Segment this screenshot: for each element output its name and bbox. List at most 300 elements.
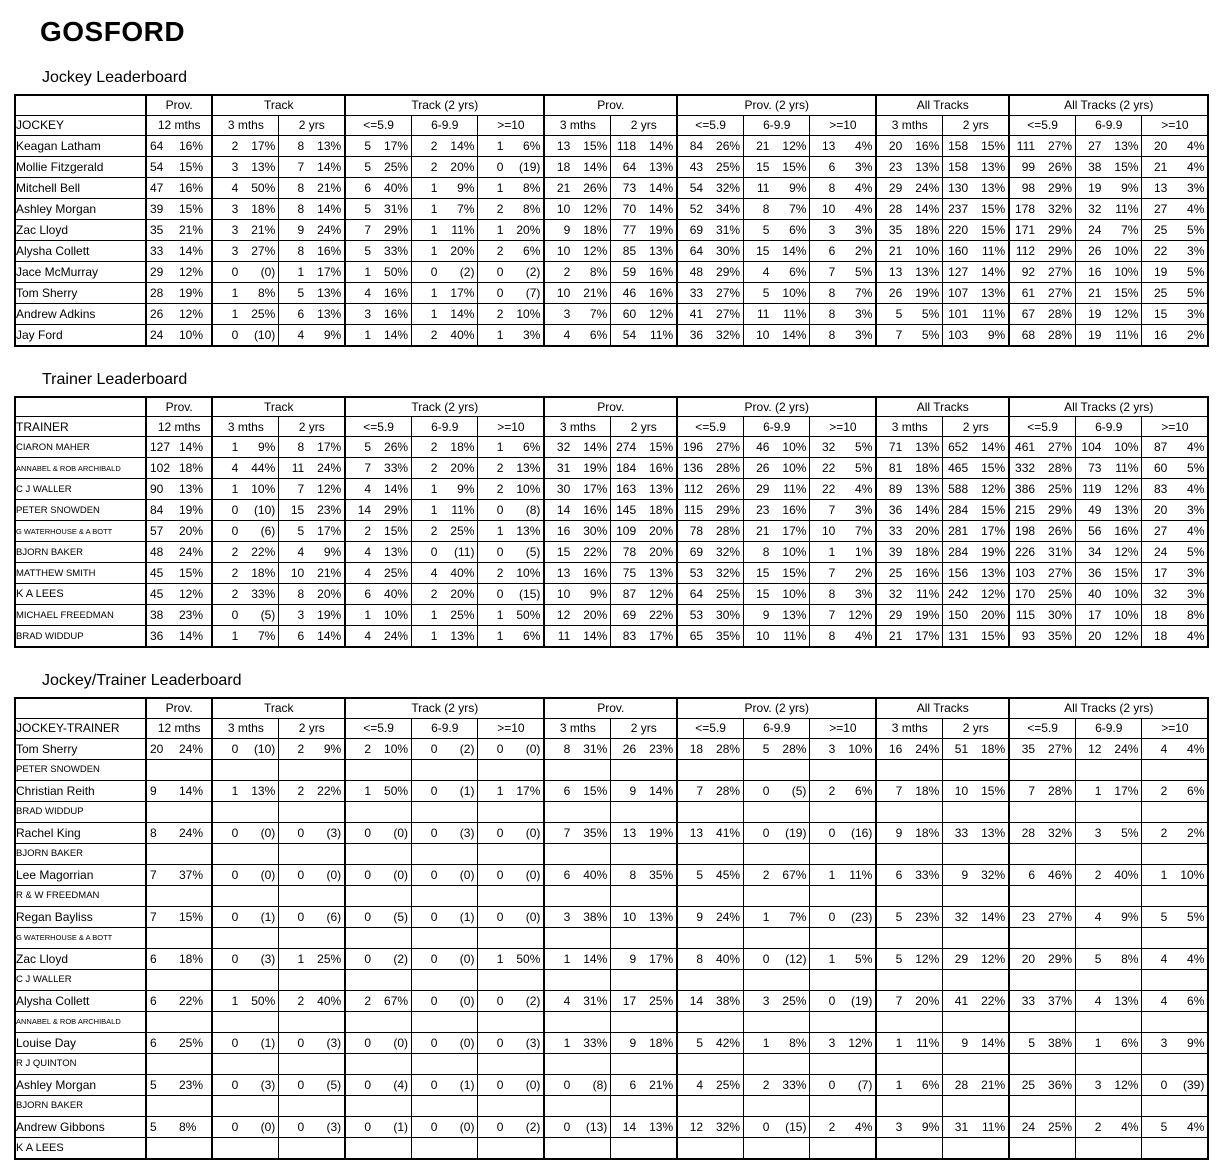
stat-cell: 64 16% xyxy=(146,135,212,156)
stat-cell: 5 8% xyxy=(146,1116,212,1137)
stat-cell: 53 30% xyxy=(677,605,743,626)
stat-cell: 1 50% xyxy=(212,990,278,1011)
stat-cell xyxy=(1076,843,1142,864)
sub-header-row xyxy=(15,718,1208,738)
column-header: 6-9.9 xyxy=(744,417,810,437)
stat-cell: 43 25% xyxy=(677,156,743,177)
stat-cell: 2 4% xyxy=(810,1116,876,1137)
stat-cell: 15 15% xyxy=(744,156,810,177)
stat-cell: 9 17% xyxy=(611,948,677,969)
stat-cell: 20 24% xyxy=(146,738,212,759)
column-header: 6-9.9 xyxy=(412,115,478,135)
stat-cell xyxy=(1009,1095,1075,1116)
table-row xyxy=(15,156,1208,177)
column-group-header: Track xyxy=(212,397,345,417)
stat-cell: 5 33% xyxy=(345,240,411,261)
table-row xyxy=(15,605,1208,626)
stat-cell xyxy=(146,885,212,906)
stat-cell: 0 (3) xyxy=(212,1074,278,1095)
stat-cell: 0 (0) xyxy=(212,822,278,843)
table-row xyxy=(15,240,1208,261)
stat-cell: 0 (13) xyxy=(544,1116,610,1137)
stat-cell: 102 18% xyxy=(146,458,212,479)
stat-cell xyxy=(478,1053,544,1074)
stat-cell xyxy=(744,1011,810,1032)
stat-cell: 0 (0) xyxy=(212,1116,278,1137)
stat-cell xyxy=(345,1053,411,1074)
stat-cell: 83 4% xyxy=(1142,479,1208,500)
stat-cell: 24 7% xyxy=(1076,219,1142,240)
stat-cell: 84 26% xyxy=(677,135,743,156)
stat-cell xyxy=(810,969,876,990)
trainer-name-cell: R & W FREEDMAN xyxy=(15,885,146,906)
name-cell: Alysha Collett xyxy=(15,990,146,1011)
stat-cell: 56 16% xyxy=(1076,521,1142,542)
stat-cell: 0 (8) xyxy=(478,500,544,521)
stat-cell: 1 14% xyxy=(345,324,411,346)
stat-cell: 15 14% xyxy=(744,240,810,261)
section-title-jockey: Jockey Leaderboard xyxy=(42,69,187,86)
stat-cell: 17 3% xyxy=(1142,563,1208,584)
name-cell: Lee Magorrian xyxy=(15,864,146,885)
stat-cell: 2 33% xyxy=(744,1074,810,1095)
stat-cell: 19 9% xyxy=(1076,177,1142,198)
table-row xyxy=(15,437,1208,458)
stat-cell xyxy=(1142,1011,1208,1032)
stat-cell: 24 25% xyxy=(1009,1116,1075,1137)
stat-cell xyxy=(677,1011,743,1032)
column-header: 3 mths xyxy=(876,417,942,437)
stat-cell: 7 2% xyxy=(810,563,876,584)
name-cell: Tom Sherry xyxy=(15,738,146,759)
stat-cell xyxy=(677,1137,743,1159)
stat-cell: 77 19% xyxy=(611,219,677,240)
stat-cell: 1 6% xyxy=(1076,1032,1142,1053)
stat-cell xyxy=(1076,759,1142,780)
stat-cell: 32 5% xyxy=(810,437,876,458)
stat-cell: 27 4% xyxy=(1142,521,1208,542)
name-cell: Andrew Adkins xyxy=(15,303,146,324)
stat-cell: 59 16% xyxy=(611,261,677,282)
stat-cell: 1 9% xyxy=(412,479,478,500)
column-header: >=10 xyxy=(810,115,876,135)
stat-cell xyxy=(146,969,212,990)
stat-cell: 3 27% xyxy=(212,240,278,261)
stat-cell xyxy=(345,1137,411,1159)
column-header: 2 yrs xyxy=(611,115,677,135)
column-group-header: All Tracks (2 yrs) xyxy=(1009,698,1208,718)
column-header: 2 yrs xyxy=(611,718,677,738)
name-cell: Rachel King xyxy=(15,822,146,843)
stat-cell: 145 18% xyxy=(611,500,677,521)
stat-cell: 1 1% xyxy=(810,542,876,563)
stat-cell xyxy=(744,759,810,780)
stat-cell: 21 12% xyxy=(744,135,810,156)
stat-cell: 2 67% xyxy=(345,990,411,1011)
stat-cell: 7 20% xyxy=(876,990,942,1011)
column-header: 3 mths xyxy=(544,115,610,135)
stat-cell: 51 18% xyxy=(943,738,1009,759)
stat-cell: 4 9% xyxy=(279,324,345,346)
stat-cell: 13 15% xyxy=(544,135,610,156)
stat-cell: 33 37% xyxy=(1009,990,1075,1011)
stat-cell xyxy=(478,1137,544,1159)
stat-cell: 6 15% xyxy=(544,780,610,801)
stat-cell xyxy=(279,1011,345,1032)
stat-cell: 4 14% xyxy=(345,479,411,500)
table-row xyxy=(15,626,1208,648)
stat-cell: 38 15% xyxy=(1076,156,1142,177)
stat-cell: 8 17% xyxy=(279,437,345,458)
stat-cell: 281 17% xyxy=(943,521,1009,542)
stat-cell: 2 4% xyxy=(1076,1116,1142,1137)
stat-cell: 0 (2) xyxy=(412,738,478,759)
stat-cell xyxy=(1009,801,1075,822)
column-header: 3 mths xyxy=(544,417,610,437)
stat-cell: 1 6% xyxy=(876,1074,942,1095)
stat-cell: 1 50% xyxy=(345,780,411,801)
stat-cell: 1 17% xyxy=(1076,780,1142,801)
stat-cell: 198 26% xyxy=(1009,521,1075,542)
stat-cell xyxy=(412,1095,478,1116)
stat-cell: 9 24% xyxy=(279,219,345,240)
stat-cell xyxy=(345,969,411,990)
stat-cell: 0 (8) xyxy=(544,1074,610,1095)
stat-cell: 8 24% xyxy=(146,822,212,843)
stat-cell: 26 10% xyxy=(744,458,810,479)
stat-cell: 8 3% xyxy=(810,584,876,605)
stat-cell: 127 14% xyxy=(146,437,212,458)
column-header: 6-9.9 xyxy=(744,115,810,135)
name-cell: ANNABEL & ROB ARCHIBALD xyxy=(15,458,146,479)
column-header: 2 yrs xyxy=(279,115,345,135)
table-row xyxy=(15,948,1208,969)
stat-cell: 8 4% xyxy=(810,177,876,198)
stat-cell: 28 14% xyxy=(876,198,942,219)
stat-cell xyxy=(943,1011,1009,1032)
stat-cell: 1 14% xyxy=(544,948,610,969)
stat-cell xyxy=(1142,1053,1208,1074)
column-header: <=5.9 xyxy=(677,115,743,135)
stat-cell: 22 5% xyxy=(810,458,876,479)
stat-cell: 1 7% xyxy=(744,906,810,927)
name-column-header: TRAINER xyxy=(15,417,146,437)
stat-cell xyxy=(1009,927,1075,948)
stat-cell: 119 12% xyxy=(1076,479,1142,500)
stat-cell: 15 15% xyxy=(744,563,810,584)
stat-cell: 10 11% xyxy=(744,626,810,648)
stat-cell: 16 10% xyxy=(1076,261,1142,282)
stat-cell: 5 13% xyxy=(279,282,345,303)
column-header: <=5.9 xyxy=(1009,417,1075,437)
stat-cell: 19 11% xyxy=(1076,324,1142,346)
stat-cell: 5 23% xyxy=(876,906,942,927)
stat-cell: 0 (6) xyxy=(279,906,345,927)
stat-cell: 2 18% xyxy=(412,437,478,458)
stat-cell: 7 5% xyxy=(810,261,876,282)
stat-cell: 14 38% xyxy=(677,990,743,1011)
section-title-trainer: Trainer Leaderboard xyxy=(42,370,188,388)
stat-cell xyxy=(1142,969,1208,990)
sub-header-row xyxy=(15,417,1208,437)
stat-cell: 2 10% xyxy=(345,738,411,759)
stat-cell: 3 12% xyxy=(1076,1074,1142,1095)
stat-cell xyxy=(744,1137,810,1159)
stat-cell xyxy=(876,1095,942,1116)
stat-cell: 13 41% xyxy=(677,822,743,843)
name-cell: Tom Sherry xyxy=(15,282,146,303)
trainer-sub-row xyxy=(15,1053,1208,1074)
stat-cell xyxy=(611,1011,677,1032)
stat-cell: 32 11% xyxy=(876,584,942,605)
stat-cell: 35 21% xyxy=(146,219,212,240)
stat-cell xyxy=(677,1053,743,1074)
column-header: >=10 xyxy=(810,718,876,738)
stat-cell: 2 9% xyxy=(279,738,345,759)
stat-cell: 274 15% xyxy=(611,437,677,458)
stat-cell: 69 22% xyxy=(611,605,677,626)
stat-cell: 65 35% xyxy=(677,626,743,648)
stat-cell: 0 (6) xyxy=(212,521,278,542)
stat-cell: 24 5% xyxy=(1142,542,1208,563)
column-header: 6-9.9 xyxy=(1076,417,1142,437)
stat-cell xyxy=(478,843,544,864)
stat-cell: 465 15% xyxy=(943,458,1009,479)
stat-cell: 20 12% xyxy=(1076,626,1142,648)
stat-cell: 26 10% xyxy=(1076,240,1142,261)
stat-cell: 8 31% xyxy=(544,738,610,759)
stat-cell xyxy=(943,927,1009,948)
stat-cell: 57 20% xyxy=(146,521,212,542)
stat-cell xyxy=(1009,843,1075,864)
stat-cell xyxy=(1009,885,1075,906)
stat-cell xyxy=(876,885,942,906)
stat-cell xyxy=(146,927,212,948)
stat-cell: 0 (0) xyxy=(345,1032,411,1053)
column-header: 2 yrs xyxy=(943,718,1009,738)
stat-cell: 20 4% xyxy=(1142,135,1208,156)
stat-cell: 0 (0) xyxy=(212,261,278,282)
stat-cell: 5 31% xyxy=(345,198,411,219)
name-cell: Zac Lloyd xyxy=(15,948,146,969)
stat-cell: 156 13% xyxy=(943,563,1009,584)
stat-cell: 0 (10) xyxy=(212,500,278,521)
stat-cell: 4 6% xyxy=(544,324,610,346)
stat-cell xyxy=(544,969,610,990)
stat-cell: 1 11% xyxy=(412,219,478,240)
stat-cell: 12 32% xyxy=(677,1116,743,1137)
table-row xyxy=(15,864,1208,885)
stat-cell: 14 16% xyxy=(544,500,610,521)
stat-cell: 36 32% xyxy=(677,324,743,346)
column-group-header: All Tracks (2 yrs) xyxy=(1009,95,1208,115)
stat-cell: 0 (12) xyxy=(744,948,810,969)
table-row xyxy=(15,738,1208,759)
column-group-header: Prov. (2 yrs) xyxy=(677,698,876,718)
stat-cell: 4 16% xyxy=(345,282,411,303)
table-row xyxy=(15,1032,1208,1053)
stat-cell: 1 50% xyxy=(345,261,411,282)
stat-cell: 5 26% xyxy=(345,437,411,458)
column-header: <=5.9 xyxy=(677,718,743,738)
stat-cell: 10 4% xyxy=(810,198,876,219)
stat-cell: 25 36% xyxy=(1009,1074,1075,1095)
stat-cell: 13 3% xyxy=(1142,177,1208,198)
table-row xyxy=(15,500,1208,521)
stat-cell: 0 (2) xyxy=(478,1116,544,1137)
stat-cell: 84 19% xyxy=(146,500,212,521)
column-header: >=10 xyxy=(478,417,544,437)
table-row xyxy=(15,521,1208,542)
stat-cell xyxy=(412,1011,478,1032)
stat-cell: 6 22% xyxy=(146,990,212,1011)
stat-cell: 3 3% xyxy=(810,219,876,240)
stat-cell xyxy=(810,927,876,948)
table-row xyxy=(15,458,1208,479)
trainer-sub-row xyxy=(15,801,1208,822)
stat-cell xyxy=(279,759,345,780)
stat-cell: 4 40% xyxy=(412,563,478,584)
stat-cell: 0 (1) xyxy=(345,1116,411,1137)
stat-cell: 6 21% xyxy=(611,1074,677,1095)
stat-cell: 54 11% xyxy=(611,324,677,346)
stat-cell xyxy=(412,843,478,864)
stat-cell: 0 (19) xyxy=(744,822,810,843)
stat-cell xyxy=(611,759,677,780)
stat-cell: 75 13% xyxy=(611,563,677,584)
stat-cell xyxy=(611,927,677,948)
stat-cell xyxy=(744,927,810,948)
stat-cell xyxy=(478,927,544,948)
stat-cell xyxy=(810,801,876,822)
stat-cell xyxy=(212,843,278,864)
column-header: 2 yrs xyxy=(279,417,345,437)
stat-cell: 16 2% xyxy=(1142,324,1208,346)
stat-cell: 4 25% xyxy=(677,1074,743,1095)
stat-cell: 0 (0) xyxy=(412,1116,478,1137)
column-header: 6-9.9 xyxy=(1076,115,1142,135)
stat-cell: 2 15% xyxy=(345,521,411,542)
name-cell: Jace McMurray xyxy=(15,261,146,282)
stat-cell xyxy=(1076,801,1142,822)
column-header: <=5.9 xyxy=(1009,115,1075,135)
stat-cell: 178 32% xyxy=(1009,198,1075,219)
stat-cell: 1 17% xyxy=(478,780,544,801)
stat-cell: 115 30% xyxy=(1009,605,1075,626)
name-cell: Regan Bayliss xyxy=(15,906,146,927)
name-cell: MATTHEW SMITH xyxy=(15,563,146,584)
stat-cell: 90 13% xyxy=(146,479,212,500)
stat-cell: 0 (0) xyxy=(478,738,544,759)
stat-cell: 10 7% xyxy=(810,521,876,542)
name-cell: Mollie Fitzgerald xyxy=(15,156,146,177)
stat-cell xyxy=(279,927,345,948)
table-row xyxy=(15,780,1208,801)
stat-cell: 0 (0) xyxy=(412,864,478,885)
stat-cell: 19 5% xyxy=(1142,261,1208,282)
stat-cell: 7 35% xyxy=(544,822,610,843)
stat-cell xyxy=(212,969,278,990)
stat-cell: 41 22% xyxy=(943,990,1009,1011)
column-header: <=5.9 xyxy=(1009,718,1075,738)
stat-cell: 2 25% xyxy=(412,521,478,542)
stat-cell xyxy=(279,885,345,906)
stat-cell: 652 14% xyxy=(943,437,1009,458)
stat-cell: 81 18% xyxy=(876,458,942,479)
stat-cell: 1 25% xyxy=(212,303,278,324)
column-header: >=10 xyxy=(1142,718,1208,738)
column-header: >=10 xyxy=(478,718,544,738)
stat-cell: 1 50% xyxy=(478,948,544,969)
stat-cell: 1 8% xyxy=(212,282,278,303)
stat-cell xyxy=(810,1053,876,1074)
trainer-name-cell: ANNABEL & ROB ARCHIBALD xyxy=(15,1011,146,1032)
stat-cell: 588 12% xyxy=(943,479,1009,500)
stat-cell xyxy=(279,843,345,864)
stat-cell: 1 11% xyxy=(810,864,876,885)
stat-cell: 5 5% xyxy=(876,303,942,324)
stat-cell xyxy=(943,801,1009,822)
stat-cell: 0 (0) xyxy=(478,906,544,927)
stat-cell xyxy=(212,1095,278,1116)
stat-cell: 5 45% xyxy=(677,864,743,885)
name-cell: Keagan Latham xyxy=(15,135,146,156)
stat-cell: 2 40% xyxy=(1076,864,1142,885)
stat-cell: 196 27% xyxy=(677,437,743,458)
stat-cell xyxy=(146,1053,212,1074)
stat-cell: 54 15% xyxy=(146,156,212,177)
stat-cell: 6 40% xyxy=(345,177,411,198)
stat-cell xyxy=(876,927,942,948)
name-cell: Louise Day xyxy=(15,1032,146,1053)
trainer-sub-row xyxy=(15,759,1208,780)
column-header: 12 mths xyxy=(146,718,212,738)
stat-cell: 31 11% xyxy=(943,1116,1009,1137)
stat-cell: 68 28% xyxy=(1009,324,1075,346)
stat-cell: 64 30% xyxy=(677,240,743,261)
stat-cell: 2 67% xyxy=(744,864,810,885)
stat-cell: 0 (2) xyxy=(345,948,411,969)
stat-cell xyxy=(943,843,1009,864)
stat-cell: 1 6% xyxy=(478,437,544,458)
stat-cell: 41 27% xyxy=(677,303,743,324)
stat-cell: 1 17% xyxy=(412,282,478,303)
stat-cell xyxy=(611,885,677,906)
stat-cell xyxy=(943,1137,1009,1159)
stat-cell: 136 28% xyxy=(677,458,743,479)
name-cell: Andrew Gibbons xyxy=(15,1116,146,1137)
stat-cell: 9 18% xyxy=(544,219,610,240)
stat-cell: 2 33% xyxy=(212,584,278,605)
stat-cell: 7 12% xyxy=(279,479,345,500)
stat-cell: 29 24% xyxy=(876,177,942,198)
column-group-header: All Tracks xyxy=(876,397,1009,417)
stat-cell xyxy=(943,885,1009,906)
stat-cell xyxy=(544,1011,610,1032)
stat-cell: 23 16% xyxy=(744,500,810,521)
stat-cell: 22 3% xyxy=(1142,240,1208,261)
stat-cell: 67 28% xyxy=(1009,303,1075,324)
stat-cell: 0 (1) xyxy=(212,906,278,927)
stat-cell: 1 13% xyxy=(212,780,278,801)
stat-cell: 0 (5) xyxy=(345,906,411,927)
stat-cell xyxy=(345,885,411,906)
stat-cell: 3 13% xyxy=(212,156,278,177)
stat-cell: 7 29% xyxy=(345,219,411,240)
stat-cell: 69 32% xyxy=(677,542,743,563)
stat-cell: 10 12% xyxy=(544,240,610,261)
stat-cell: 10 9% xyxy=(544,584,610,605)
